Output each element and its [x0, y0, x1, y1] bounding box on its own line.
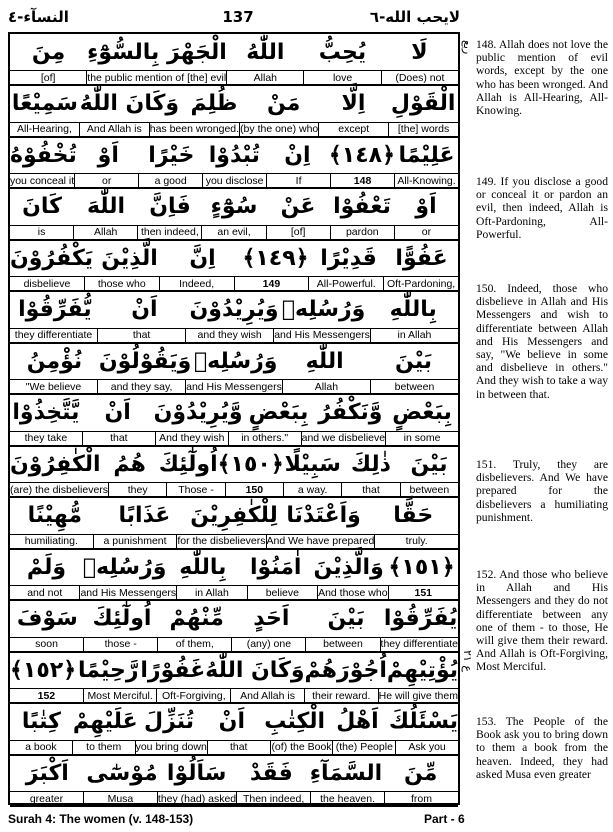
english-gloss: their reward.	[304, 689, 378, 702]
english-gloss: or	[394, 226, 458, 239]
arabic-line	[10, 549, 458, 585]
arabic-word: وَيَقُوْلُوْنَ	[98, 348, 192, 374]
english-gloss: soon	[35, 638, 58, 650]
english-gloss: He will give them	[378, 689, 458, 702]
verse-row	[10, 601, 458, 653]
english-gloss: humiliating.	[24, 535, 78, 547]
arabic-word: سُوْٓءٍ	[210, 194, 258, 219]
english-line	[10, 740, 458, 756]
arabic-word: بَيْنَ	[410, 451, 448, 477]
arabic-word: اُجُوْرَهُمْ	[304, 657, 387, 683]
arabic-line	[10, 189, 458, 225]
arabic-line	[10, 240, 458, 276]
arabic-word: اَنْ	[131, 297, 158, 322]
english-gloss: you disclose	[202, 174, 266, 187]
english-gloss: that	[341, 483, 399, 496]
english-gloss: they	[108, 483, 166, 496]
arabic-word: فَقَدْ	[249, 760, 293, 786]
english-gloss: 150	[225, 483, 283, 496]
english-line	[10, 431, 458, 447]
arabic-word: مِنَ	[31, 39, 66, 65]
arabic-line	[10, 704, 458, 740]
english-line	[10, 225, 458, 241]
arabic-word: مُّهِيْنًا	[27, 503, 83, 528]
verse-row	[10, 240, 458, 292]
english-gloss: pardon	[330, 226, 394, 239]
english-gloss: the heaven.	[310, 792, 384, 805]
page-header	[8, 4, 460, 30]
arabic-line	[10, 446, 458, 482]
arabic-word: ظُلِمَ	[190, 91, 238, 116]
arabic-word: ﴿١٥٢﴾	[10, 657, 77, 683]
arabic-word: وَاَعْتَدْنَا	[286, 503, 361, 528]
english-gloss: to them	[72, 741, 135, 754]
english-gloss: that	[207, 741, 270, 754]
english-gloss: 148	[330, 174, 394, 187]
english-line	[10, 791, 458, 807]
english-gloss: from	[384, 792, 458, 805]
english-gloss: And Allah is	[79, 123, 149, 136]
arabic-word: اَهْلُ	[336, 709, 379, 734]
english-gloss: [of]	[40, 71, 56, 84]
english-gloss: that	[82, 432, 155, 445]
arabic-word: اَحَدٍ	[253, 606, 290, 631]
arabic-word: اَوْ	[415, 194, 437, 219]
english-gloss: between	[400, 483, 458, 496]
english-gloss: Most Merciful.	[83, 689, 157, 702]
arabic-word: كِتٰبًا	[21, 709, 61, 734]
arabic-word: غَفُوْرًا	[140, 657, 206, 683]
arabic-word: الْكٰفِرُوْنَ	[10, 451, 101, 477]
english-gloss: (Does) not	[381, 71, 458, 84]
arabic-line	[10, 137, 458, 173]
english-gloss: in some	[385, 432, 458, 445]
english-line	[10, 122, 458, 138]
arabic-word: بِاللّٰهِ	[179, 554, 227, 580]
english-gloss: Musa	[83, 792, 157, 805]
arabic-word: اٰمَنُوْا	[250, 554, 302, 580]
verse-row	[10, 498, 458, 550]
arabic-word: تُنَزِّلَ	[144, 709, 195, 734]
arabic-line	[10, 652, 458, 688]
arabic-word: قَدِيْرًا	[320, 245, 377, 271]
verse-row	[10, 704, 458, 756]
arabic-word: تُبْدُوْا	[208, 142, 260, 168]
page-footer	[8, 812, 606, 828]
arabic-word: ﴿١٤٩﴾	[242, 245, 309, 271]
arabic-word: مِّنْهُمْ	[169, 606, 224, 631]
english-gloss: And they wish	[155, 432, 228, 445]
english-gloss: [the] words	[388, 123, 458, 136]
english-gloss: "We believe	[25, 380, 82, 393]
english-line	[10, 173, 458, 189]
arabic-word: عَنْ	[280, 194, 316, 219]
arabic-line	[10, 498, 458, 534]
verse-row	[10, 755, 458, 807]
arabic-line	[10, 601, 458, 637]
english-gloss: between	[305, 638, 379, 651]
juz-name-header: لايحب الله-٦	[369, 8, 460, 26]
arabic-word: اِلَّا	[341, 91, 366, 116]
arabic-line	[10, 292, 458, 328]
english-gloss: you conceal it	[9, 174, 75, 187]
english-line	[10, 379, 458, 395]
arabic-word: سَبِيْلًا	[284, 451, 341, 477]
arabic-word: بِاللّٰهِ	[389, 297, 437, 322]
english-gloss: is	[37, 226, 46, 238]
english-line	[10, 482, 458, 498]
arabic-word: يَّتَّخِذُوْا	[12, 400, 80, 425]
arabic-word: لِلْكٰفِرِيْنَ	[190, 503, 278, 528]
english-gloss: 149	[234, 277, 309, 290]
arabic-word: فَاِنَّ	[149, 194, 191, 219]
english-gloss: they differentiate	[380, 638, 458, 650]
english-gloss: love	[303, 71, 380, 84]
arabic-word: عَلَيْهِمْ	[72, 709, 138, 734]
english-gloss: And those who	[318, 586, 388, 599]
verse-row	[10, 395, 458, 447]
english-gloss: in Allah	[370, 329, 458, 342]
arabic-word: بِبَعْضٍ	[392, 400, 452, 425]
english-gloss: and His Messengers	[186, 380, 282, 393]
arabic-line	[10, 34, 458, 70]
word-by-word-grid	[8, 32, 460, 805]
english-gloss: Oft-Pardoning,	[383, 277, 458, 290]
english-gloss: Allah	[73, 226, 137, 239]
arabic-word: سَوْفَ	[16, 606, 78, 631]
arabic-word: لَا	[411, 39, 428, 65]
arabic-word: وَّيُرِيْدُوْنَ	[153, 400, 243, 425]
arabic-word: مُوْسٰٓى	[86, 760, 158, 786]
commentary-153: 153. The People of the Book ask you to bring down to them a book from the heaven. Indeed, they had asked Musa even greater	[476, 715, 608, 781]
verse-row	[10, 86, 458, 138]
arabic-word: عَذَابًا	[118, 503, 171, 528]
english-line	[10, 585, 458, 601]
english-gloss: and not	[27, 586, 63, 599]
commentary-151: 151. Truly, they are disbelievers. And We have prepared for the disbelievers a humiliating punishment.	[476, 458, 608, 524]
arabic-word: بَيْنَ	[395, 348, 433, 374]
commentary-150: 150. Indeed, those who disbelieve in Allah and His Messengers and wish to differentiate between Allah and His Messengers and say, "We believe in some and disbelieve in others." And they wish to take a way in between that.	[476, 282, 609, 401]
english-gloss: a way.	[283, 483, 341, 496]
english-gloss: they differentiate	[14, 329, 93, 341]
arabic-word: اللّٰهَ	[86, 194, 126, 219]
arabic-word: بِبَعْضٍ	[248, 400, 309, 425]
commentary-152: 152. And those who believe in Allah and His Messengers and they do not differentiate between any one of them - to those, He will give them their reward. And Allah is Oft-Forgiving, Most Merciful.	[476, 568, 608, 674]
ruku-marker: ع ٢١	[461, 650, 474, 672]
arabic-line	[10, 755, 458, 791]
english-gloss: and His Messengers	[80, 586, 177, 599]
arabic-word: اَنْ	[104, 400, 131, 425]
verse-row	[10, 343, 458, 395]
english-gloss: greater	[29, 792, 64, 805]
english-gloss: If	[266, 174, 330, 187]
english-gloss: 151	[388, 586, 458, 599]
arabic-word: ﴿١٥١﴾	[388, 554, 455, 580]
arabic-word: الْجَهْرَ بِالسُّوْٓءِ	[87, 39, 227, 65]
arabic-word: يُّفَرِّقُوْا	[18, 297, 92, 322]
english-gloss: All-Hearing,	[17, 123, 72, 135]
arabic-word: عَفُوًّا	[395, 245, 448, 271]
english-gloss: or	[74, 174, 138, 187]
english-gloss: Indeed,	[159, 277, 234, 290]
surah-name-header: النسآء-٤	[8, 8, 69, 26]
english-gloss: 152	[37, 689, 56, 702]
english-gloss: truly.	[374, 535, 458, 548]
commentary-149: 149. If you disclose a good or conceal it or pardon an evil, then indeed, Allah is Oft-Pardoning, All-Powerful.	[476, 175, 608, 241]
english-gloss: an evil,	[201, 226, 265, 239]
arabic-word: بَيْنَ	[327, 606, 365, 631]
arabic-word: الَّذِيْنَ	[101, 245, 158, 271]
english-line	[10, 276, 458, 292]
footer-surah-info: Surah 4: The women (v. 148-153)	[8, 812, 194, 826]
arabic-word: هُمُ	[113, 451, 146, 477]
english-gloss: Those -	[166, 483, 224, 496]
arabic-word: وَيُرِيْدُوْنَ	[189, 297, 279, 322]
verse-row	[10, 137, 458, 189]
arabic-word: اَكْبَرَ	[25, 760, 69, 786]
arabic-word: وَالَّذِيْنَ	[313, 554, 384, 580]
arabic-line	[10, 395, 458, 431]
english-gloss: [of]	[266, 226, 330, 239]
arabic-word: الْكِتٰبِ	[264, 709, 326, 734]
footer-part: Part - 6	[424, 812, 465, 826]
arabic-word: اُولٰٓئِكَ	[158, 451, 218, 477]
commentary-148: 148. Allah does not love the public mention of evil words, except by the one who has been wronged. And Allah is All-Hearing, All-Knowing.	[476, 38, 608, 118]
english-gloss: and His Messengers	[274, 329, 370, 341]
arabic-word: يُحِبُّ	[318, 39, 367, 65]
arabic-line	[10, 343, 458, 379]
arabic-word: ذٰلِكَ	[350, 451, 391, 477]
english-gloss: Allah	[282, 380, 370, 393]
arabic-word: اِنَّ	[189, 245, 216, 271]
arabic-word: عَلِيْمًا	[398, 142, 455, 168]
arabic-word: اِنْ	[284, 142, 311, 168]
arabic-word: نُؤْمِنُ	[26, 348, 83, 374]
arabic-word: الْقَوْلِ	[390, 91, 456, 116]
arabic-word: يَكْفُرُوْنَ	[9, 245, 93, 271]
english-gloss: a good	[138, 174, 202, 187]
arabic-word: يَسْئَلُكَ	[388, 709, 458, 734]
page-number: 137	[222, 8, 254, 26]
english-line	[10, 637, 458, 653]
english-gloss: then indeed,	[137, 226, 201, 239]
hizb-marker: ربع	[461, 40, 474, 55]
english-gloss: has been wronged.	[149, 123, 240, 135]
english-gloss: those who	[84, 277, 159, 290]
arabic-word: وَكَانَ اللّٰهُ	[79, 91, 180, 116]
english-gloss: a book	[25, 741, 57, 753]
english-line	[10, 70, 458, 86]
arabic-word: السَّمَآءِ	[309, 760, 383, 786]
arabic-word: مِّنَ	[403, 760, 438, 786]
english-gloss: Oft-Forgiving,	[156, 689, 230, 702]
arabic-line	[10, 86, 458, 122]
arabic-word: ﴿١٥٠﴾	[217, 451, 284, 477]
english-gloss: for the disbelievers	[177, 535, 266, 547]
english-line	[10, 328, 458, 344]
verse-row	[10, 549, 458, 601]
english-gloss: Allah	[226, 71, 303, 84]
arabic-word: وَّنَكْفُرُ	[318, 400, 383, 425]
english-gloss: (by the one) who	[240, 123, 319, 135]
english-gloss: they (had) asked	[157, 792, 237, 805]
arabic-word: اَوْ	[97, 142, 119, 168]
arabic-word: وَرُسُلِهٖ	[82, 554, 167, 580]
english-gloss: (the) People	[332, 741, 395, 754]
english-gloss: you bring down	[135, 741, 207, 753]
english-gloss: in others."	[228, 432, 301, 445]
arabic-word: سَمِيْعًا	[11, 91, 78, 116]
english-gloss: they take	[24, 432, 68, 444]
arabic-word: ﴿١٤٨﴾	[328, 142, 395, 168]
arabic-word: وَرُسُلِهٖ	[193, 348, 278, 374]
english-gloss: Ask you	[395, 741, 458, 754]
english-gloss: and they say,	[97, 380, 185, 393]
arabic-word: حَقًّا	[393, 503, 434, 528]
verse-row	[10, 34, 458, 86]
verse-row	[10, 189, 458, 241]
english-gloss: All-Powerful.	[308, 277, 383, 290]
arabic-word: وَرُسُلِهٖ	[281, 297, 366, 322]
english-gloss: in Allah	[176, 586, 246, 599]
english-gloss: the public mention of [the] evil	[87, 71, 227, 84]
arabic-word: اُولٰٓئِكَ	[92, 606, 152, 631]
arabic-word: وَلَمْ	[26, 554, 67, 580]
english-gloss: (any) one	[231, 638, 305, 651]
english-gloss: (of) the Book	[271, 741, 332, 753]
arabic-word: كَانَ	[22, 194, 62, 219]
english-gloss: Then indeed,	[236, 792, 310, 805]
english-gloss: a punishment	[93, 535, 177, 548]
english-gloss: And We have prepared	[266, 535, 375, 547]
english-gloss: and they wish	[185, 329, 273, 342]
english-gloss: except	[318, 123, 388, 136]
arabic-word: اللّٰهِ	[305, 348, 344, 374]
arabic-word: يُفَرِّقُوْا	[383, 606, 458, 631]
arabic-word: خَيْرًا	[148, 142, 195, 168]
english-line	[10, 534, 458, 550]
english-gloss: And Allah is	[230, 689, 304, 702]
arabic-word: اَنْ	[218, 709, 245, 734]
english-gloss: those -	[83, 638, 157, 651]
arabic-word: سَاَلُوْا	[166, 760, 227, 786]
arabic-word: تَعْفُوْا	[333, 194, 391, 219]
arabic-word: يُؤْتِيْهِمْ	[386, 657, 458, 683]
english-gloss: between	[370, 380, 458, 393]
verse-row	[10, 446, 458, 498]
arabic-word: اللّٰهُ	[246, 39, 285, 65]
english-gloss: disbelieve	[23, 277, 71, 290]
english-gloss: (are) the disbelievers	[9, 483, 109, 496]
english-gloss: All-Knowing.	[394, 174, 458, 187]
english-gloss: that	[97, 329, 185, 342]
arabic-word: رَّحِيْمًا	[77, 657, 139, 683]
arabic-word: تُخْفُوْهُ	[10, 142, 77, 168]
english-gloss: and we disbelieve	[301, 432, 386, 444]
english-line	[10, 688, 458, 704]
verse-row	[10, 292, 458, 344]
english-gloss: believe	[247, 586, 317, 599]
english-gloss: of them,	[157, 638, 231, 651]
verse-row	[10, 652, 458, 704]
arabic-word: وَكَانَ اللّٰهُ	[205, 657, 305, 683]
arabic-word: مَنْ	[266, 91, 301, 116]
